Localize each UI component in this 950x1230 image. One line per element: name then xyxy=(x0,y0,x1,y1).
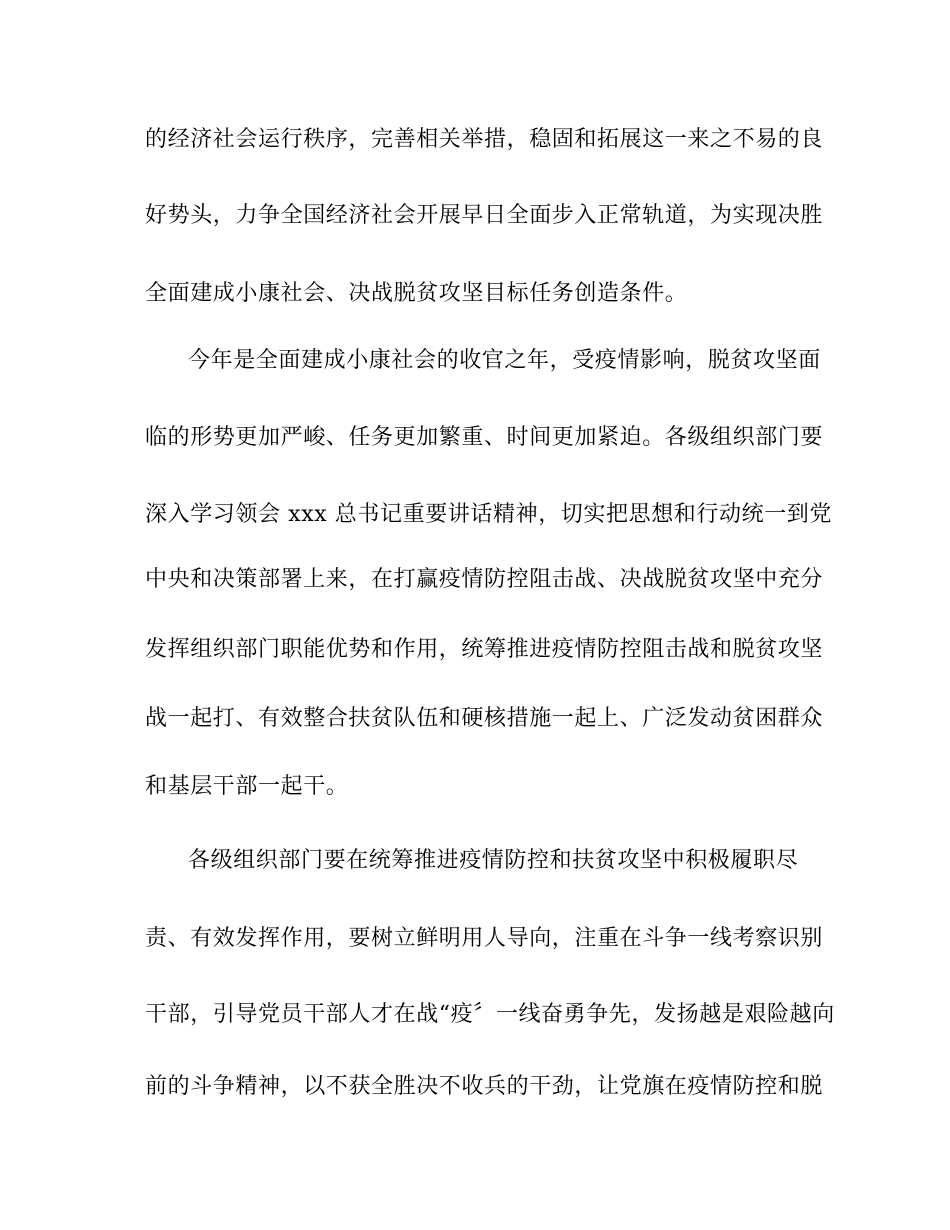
text-line: 好势头，力争全国经济社会开展早日全面步入正常轨道，为实现决胜 xyxy=(145,203,824,228)
text-line: 深入学习领会 xxx 总书记重要讲话精神，切实把思想和行动统一到党 xyxy=(145,502,833,527)
text-line: 责、有效发挥作用，要树立鲜明用人导向，注重在斗争一线考察识别 xyxy=(145,926,824,951)
text-line: 临的形势更加严峻、任务更加繁重、时间更加紧迫。各级组织部门要 xyxy=(145,425,824,450)
text-line: 和基层干部一起干。 xyxy=(145,774,349,799)
text-line: 的经济社会运行秩序，完善相关举措，稳固和拓展这一来之不易的良 xyxy=(145,127,824,152)
text-line: 中央和决策部署上来，在打赢疫情防控阻击战、决战脱贫攻坚中充分 xyxy=(145,567,824,592)
paragraph-start-line: 今年是全面建成小康社会的收官之年，受疫情影响，脱贫攻坚面 xyxy=(188,348,821,373)
paragraph-start-line: 各级组织部门要在统筹推进疫情防控和扶贫攻坚中积极履职尽 xyxy=(188,848,799,873)
text-line: 全面建成小康社会、决战脱贫攻坚目标任务创造条件。 xyxy=(145,281,688,306)
text-line: 干部，引导党员干部人才在战“疫〞一线奋勇争先，发扬越是艰险越向 xyxy=(145,1002,835,1027)
text-line: 发挥组织部门职能优势和作用，统筹推进疫情防控阻击战和脱贫攻坚 xyxy=(145,637,824,662)
text-line: 前的斗争精神，以不获全胜决不收兵的干劲，让党旗在疫情防控和脱 xyxy=(145,1074,824,1099)
text-line: 战一起打、有效整合扶贫队伍和硬核措施一起上、广泛发动贫困群众 xyxy=(145,706,824,731)
